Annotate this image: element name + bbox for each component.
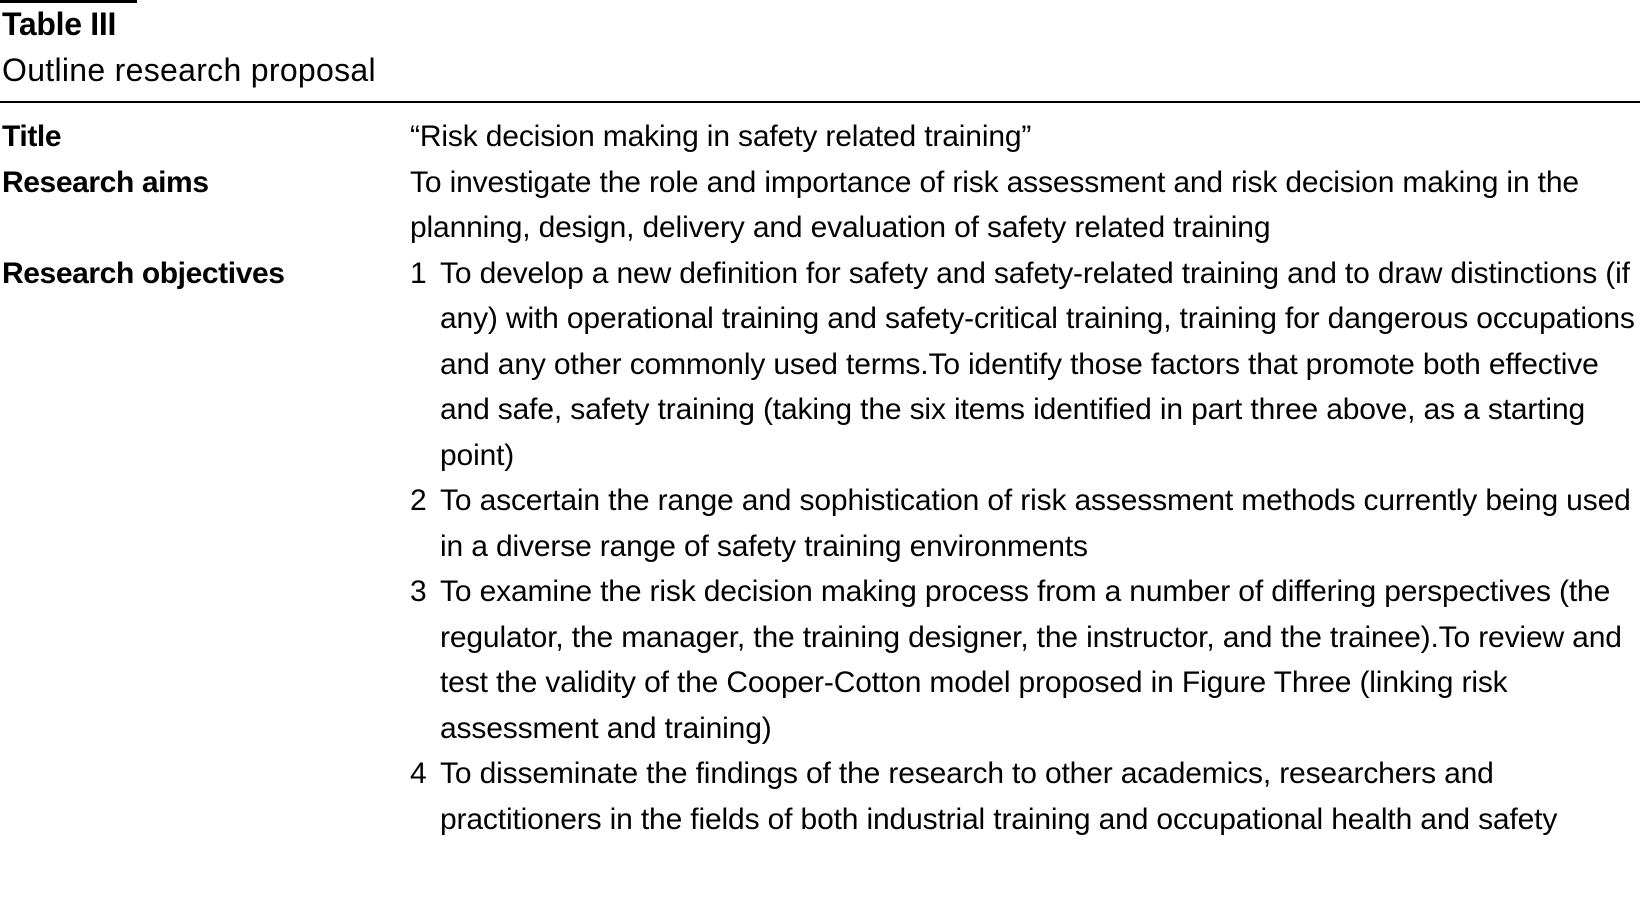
- table-row-objectives: [0, 251, 1640, 843]
- row-label-title: Title: [2, 120, 62, 153]
- objective-item: [410, 569, 1640, 751]
- objective-number: 1: [410, 256, 427, 290]
- table-label: Table III: [2, 6, 117, 42]
- table-top-rule: [0, 0, 137, 3]
- row-value-title: “Risk decision making in safety related training”: [410, 120, 1032, 153]
- objective-text: To develop a new definition for safety and safety-related training and to draw distinctions (if any) with operational training and safety-critical training, training for dangerous occupations and any other commonly used terms.To identify those factors that promote both effective and safe, safety training (taking the six items identified in part three above, as a starting point): [440, 256, 1635, 472]
- row-label-objectives: Research objectives: [2, 256, 285, 290]
- objective-number: 2: [410, 484, 427, 517]
- objectives-list: [410, 251, 1640, 843]
- objective-text: To disseminate the findings of the research to other academics, researchers and practitioners in the fields of both industrial training and occupational health and safety: [440, 757, 1558, 836]
- objective-number: 4: [410, 757, 427, 790]
- table-row-aims: [0, 160, 1640, 251]
- row-label-aims: Research aims: [2, 165, 209, 199]
- objective-text: To examine the risk decision making process from a number of differing perspectives (the regulator, the manager, the training designer, the instructor, and the trainee).To review and test the validity of the Cooper-Cotton model proposed in Figure Three (linking risk assessment and training): [440, 575, 1622, 745]
- row-value-aims: To investigate the role and importance of risk assessment and risk decision making in the planning, design, delivery and evaluation of safety related training: [410, 165, 1579, 244]
- objective-text: To ascertain the range and sophistication of risk assessment methods currently being used in a diverse range of safety training environments: [440, 484, 1631, 563]
- objective-number: 3: [410, 575, 427, 608]
- table-row-title: [0, 114, 1640, 160]
- objective-item: [410, 751, 1640, 842]
- table-header-rule: [0, 101, 1640, 103]
- table-body: [0, 114, 1640, 842]
- table-caption: Outline research proposal: [2, 52, 376, 88]
- objective-item: [410, 251, 1640, 479]
- objective-item: [410, 478, 1640, 569]
